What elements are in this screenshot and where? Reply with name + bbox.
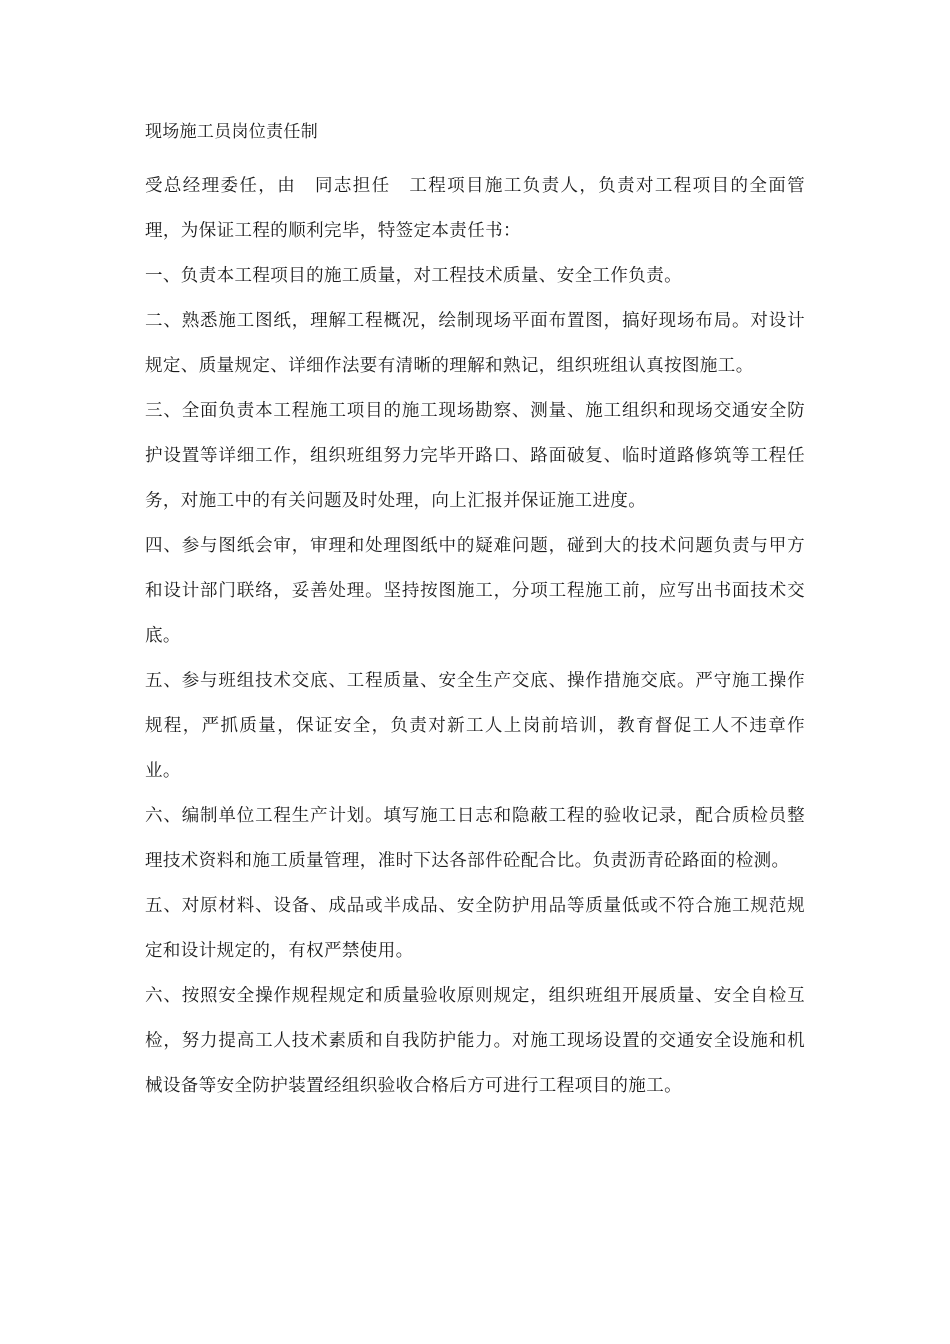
paragraph-item-2: 二、熟悉施工图纸，理解工程概况，绘制现场平面布置图，搞好现场布局。对设计规定、质量规定、详细作法要有清晰的理解和熟记，组织班组认真按图施工。 — [145, 311, 805, 376]
document-title: 现场施工员岗位责任制 — [145, 122, 318, 142]
paragraph-item-5: 五、参与班组技术交底、工程质量、安全生产交底、操作措施交底。严守施工操作规程，严抓质量，保证安全，负责对新工人上岗前培训，教育督促工人不违章作业。 — [145, 671, 805, 781]
paragraph-item-6: 六、编制单位工程生产计划。填写施工日志和隐蔽工程的验收记录，配合质检员整理技术资料和施工质量管理，准时下达各部件砼配合比。负责沥青砼路面的检测。 — [145, 806, 805, 871]
paragraph-item-3: 三、全面负责本工程施工项目的施工现场勘察、测量、施工组织和现场交通安全防护设置等详细工作，组织班组努力完毕开路口、路面破复、临时道路修筑等工程任务，对施工中的有关问题及时处理，向上汇报并保证施工进度。 — [145, 401, 805, 511]
paragraph-item-6b: 六、按照安全操作规程规定和质量验收原则规定，组织班组开展质量、安全自检互检，努力提高工人技术素质和自我防护能力。对施工现场设置的交通安全设施和机械设备等安全防护装置经组织验收合格后方可进行工程项目的施工。 — [145, 986, 805, 1096]
paragraph-item-1: 一、负责本工程项目的施工质量，对工程技术质量、安全工作负责。 — [145, 266, 682, 286]
paragraph-item-4: 四、参与图纸会审，审理和处理图纸中的疑难问题，碰到大的技术问题负责与甲方和设计部门联络，妥善处理。坚持按图施工，分项工程施工前，应写出书面技术交底。 — [145, 536, 805, 646]
paragraph-intro: 受总经理委任，由 同志担任 工程项目施工负责人，负责对工程项目的全面管理，为保证工程的顺利完毕，特签定本责任书： — [145, 176, 805, 241]
paragraph-item-5b: 五、对原材料、设备、成品或半成品、安全防护用品等质量低或不符合施工规范规定和设计规定的，有权严禁使用。 — [145, 896, 805, 961]
document-page — [145, 120, 805, 1109]
